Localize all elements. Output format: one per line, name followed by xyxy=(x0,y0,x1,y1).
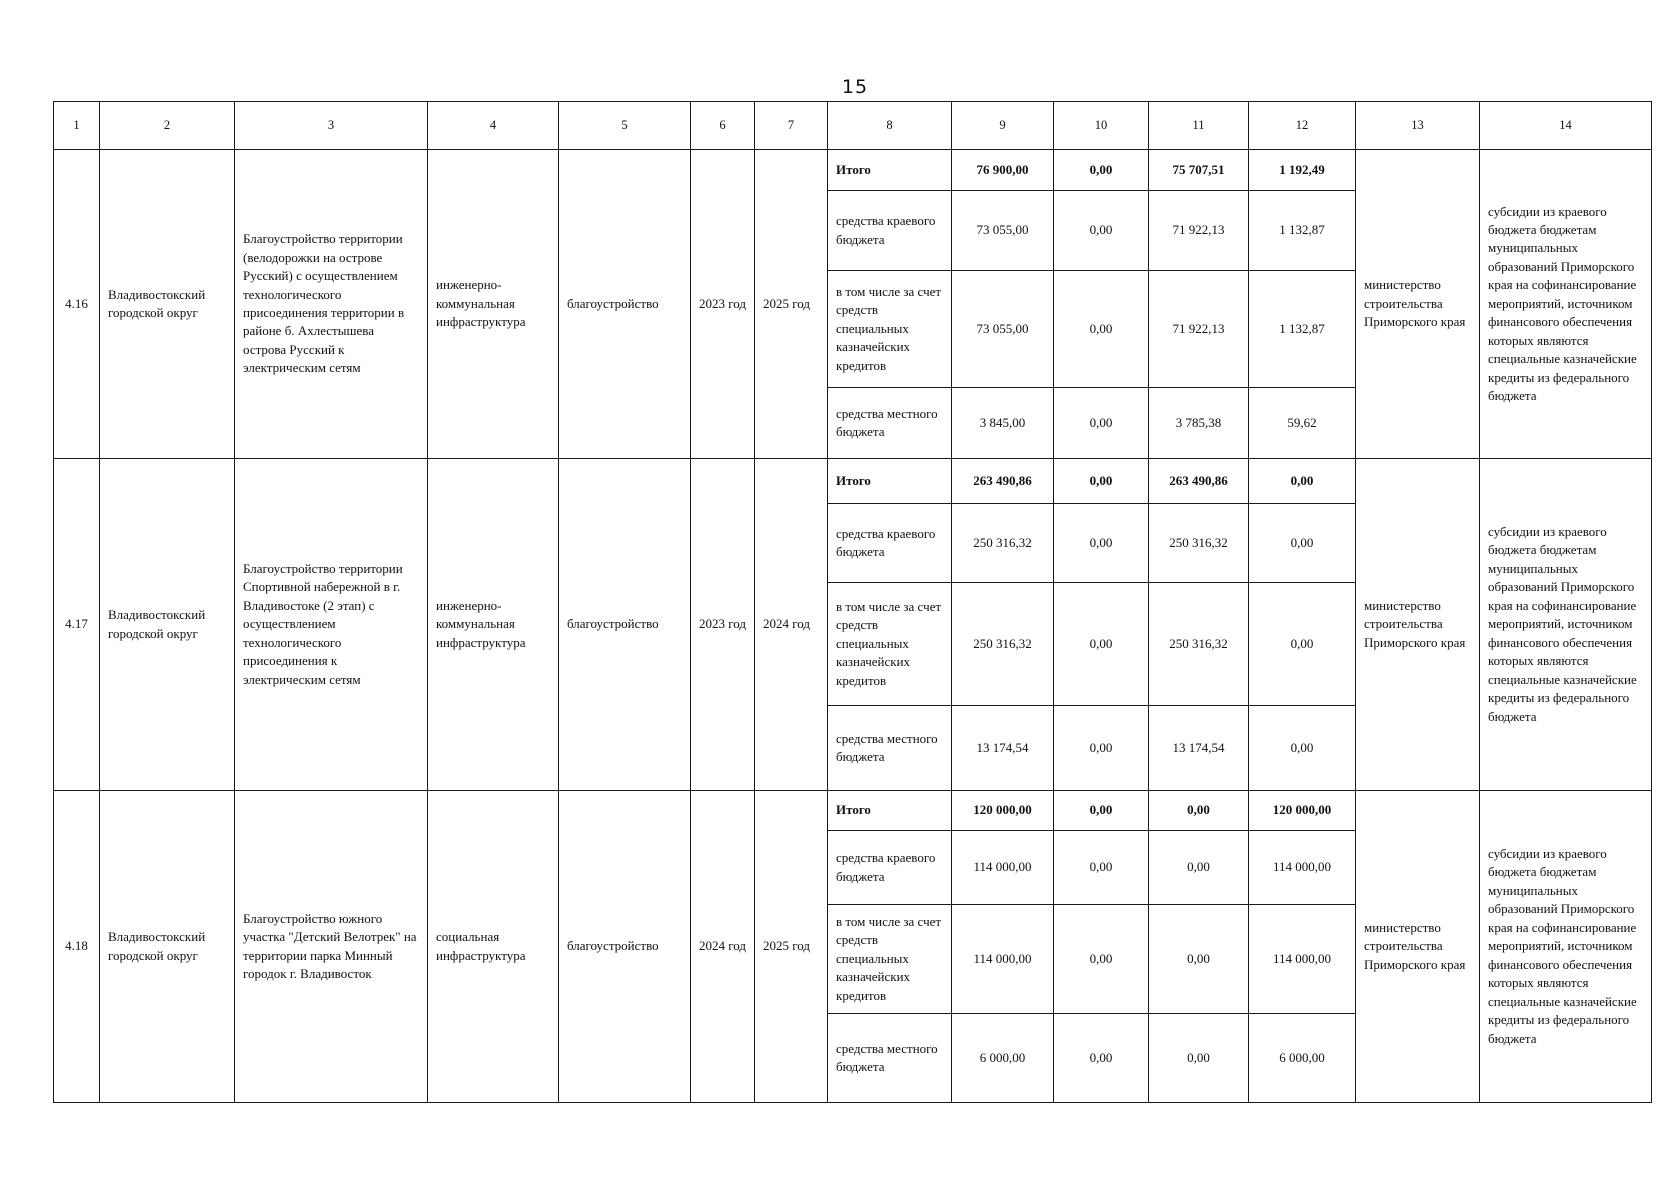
value-col-9: 6 000,00 xyxy=(952,1014,1054,1103)
column-header: 14 xyxy=(1480,102,1652,150)
value-col-12: 120 000,00 xyxy=(1249,791,1356,831)
value-col-12: 0,00 xyxy=(1249,583,1356,706)
sphere: благоустройство xyxy=(559,791,691,1103)
start-year: 2024 год xyxy=(691,791,755,1103)
infrastructure-type: социальная инфраструктура xyxy=(428,791,559,1103)
responsible-ministry: министерство строительства Приморского края xyxy=(1356,459,1480,791)
object-name: Благоустройство южного участка "Детский Велотрек" на территории парка Минный городок г. Владивосток xyxy=(235,791,428,1103)
value-col-9: 73 055,00 xyxy=(952,191,1054,271)
funding-note: субсидии из краевого бюджета бюджетам муниципальных образований Приморского края на софинансирование мероприятий, источником финансового обеспечения которых являются специальные казначейские кредиты из федерального бюджета xyxy=(1480,459,1652,791)
funding-source: Итого xyxy=(828,459,952,504)
value-col-10: 0,00 xyxy=(1054,831,1149,905)
value-col-10: 0,00 xyxy=(1054,150,1149,191)
item-number: 4.16 xyxy=(54,150,100,459)
column-header: 8 xyxy=(828,102,952,150)
value-col-11: 263 490,86 xyxy=(1149,459,1249,504)
funding-source: Итого xyxy=(828,791,952,831)
column-header: 5 xyxy=(559,102,691,150)
funding-note: субсидии из краевого бюджета бюджетам муниципальных образований Приморского края на софинансирование мероприятий, источником финансового обеспечения которых являются специальные казначейские кредиты из федерального бюджета xyxy=(1480,150,1652,459)
value-col-12: 1 192,49 xyxy=(1249,150,1356,191)
column-header: 7 xyxy=(755,102,828,150)
value-col-10: 0,00 xyxy=(1054,1014,1149,1103)
value-col-9: 114 000,00 xyxy=(952,831,1054,905)
funding-note: субсидии из краевого бюджета бюджетам муниципальных образований Приморского края на софинансирование мероприятий, источником финансового обеспечения которых являются специальные казначейские кредиты из федерального бюджета xyxy=(1480,791,1652,1103)
responsible-ministry: министерство строительства Приморского края xyxy=(1356,791,1480,1103)
item-number: 4.17 xyxy=(54,459,100,791)
value-col-11: 0,00 xyxy=(1149,831,1249,905)
value-col-10: 0,00 xyxy=(1054,388,1149,459)
column-header: 11 xyxy=(1149,102,1249,150)
column-header: 6 xyxy=(691,102,755,150)
funding-source: средства местного бюджета xyxy=(828,706,952,791)
value-col-12: 0,00 xyxy=(1249,459,1356,504)
infrastructure-type: инженерно-коммунальная инфраструктура xyxy=(428,459,559,791)
value-col-9: 263 490,86 xyxy=(952,459,1054,504)
value-col-11: 0,00 xyxy=(1149,905,1249,1014)
value-col-11: 250 316,32 xyxy=(1149,504,1249,583)
column-header: 4 xyxy=(428,102,559,150)
column-header: 9 xyxy=(952,102,1054,150)
value-col-10: 0,00 xyxy=(1054,504,1149,583)
value-col-10: 0,00 xyxy=(1054,459,1149,504)
value-col-10: 0,00 xyxy=(1054,191,1149,271)
municipality: Владивостокский городской округ xyxy=(100,150,235,459)
responsible-ministry: министерство строительства Приморского края xyxy=(1356,150,1480,459)
start-year: 2023 год xyxy=(691,150,755,459)
header-row xyxy=(54,102,1652,150)
page-number: 15 xyxy=(841,76,869,98)
funding-source: средства краевого бюджета xyxy=(828,504,952,583)
value-col-10: 0,00 xyxy=(1054,905,1149,1014)
value-col-12: 1 132,87 xyxy=(1249,191,1356,271)
item-number: 4.18 xyxy=(54,791,100,1103)
column-header: 2 xyxy=(100,102,235,150)
value-col-9: 114 000,00 xyxy=(952,905,1054,1014)
table-row xyxy=(54,150,1652,191)
value-col-9: 76 900,00 xyxy=(952,150,1054,191)
funding-source: в том числе за счет средств специальных казначейских кредитов xyxy=(828,271,952,388)
table-row xyxy=(54,459,1652,504)
value-col-11: 71 922,13 xyxy=(1149,271,1249,388)
program-table xyxy=(53,101,1652,1103)
start-year: 2023 год xyxy=(691,459,755,791)
end-year: 2025 год xyxy=(755,150,828,459)
funding-source: средства краевого бюджета xyxy=(828,831,952,905)
funding-source: в том числе за счет средств специальных казначейских кредитов xyxy=(828,905,952,1014)
column-header: 13 xyxy=(1356,102,1480,150)
value-col-11: 3 785,38 xyxy=(1149,388,1249,459)
value-col-12: 6 000,00 xyxy=(1249,1014,1356,1103)
column-header: 10 xyxy=(1054,102,1149,150)
value-col-12: 114 000,00 xyxy=(1249,831,1356,905)
value-col-11: 13 174,54 xyxy=(1149,706,1249,791)
funding-source: Итого xyxy=(828,150,952,191)
value-col-11: 75 707,51 xyxy=(1149,150,1249,191)
funding-source: в том числе за счет средств специальных казначейских кредитов xyxy=(828,583,952,706)
sphere: благоустройство xyxy=(559,459,691,791)
object-name: Благоустройство территории (велодорожки на острове Русский) с осуществлением технологического присоединения территории в районе б. Ахлестышева острова Русский к электрическим сетям xyxy=(235,150,428,459)
value-col-11: 0,00 xyxy=(1149,1014,1249,1103)
column-header: 1 xyxy=(54,102,100,150)
value-col-11: 71 922,13 xyxy=(1149,191,1249,271)
value-col-10: 0,00 xyxy=(1054,706,1149,791)
value-col-10: 0,00 xyxy=(1054,583,1149,706)
municipality: Владивостокский городской округ xyxy=(100,791,235,1103)
funding-source: средства местного бюджета xyxy=(828,388,952,459)
value-col-9: 13 174,54 xyxy=(952,706,1054,791)
value-col-9: 250 316,32 xyxy=(952,583,1054,706)
value-col-9: 250 316,32 xyxy=(952,504,1054,583)
value-col-12: 0,00 xyxy=(1249,504,1356,583)
object-name: Благоустройство территории Спортивной набережной в г. Владивостоке (2 этап) с осуществлением технологического присоединения к электрическим сетям xyxy=(235,459,428,791)
funding-source: средства краевого бюджета xyxy=(828,191,952,271)
value-col-10: 0,00 xyxy=(1054,271,1149,388)
value-col-12: 0,00 xyxy=(1249,706,1356,791)
value-col-10: 0,00 xyxy=(1054,791,1149,831)
value-col-11: 0,00 xyxy=(1149,791,1249,831)
value-col-12: 59,62 xyxy=(1249,388,1356,459)
column-header: 3 xyxy=(235,102,428,150)
end-year: 2025 год xyxy=(755,791,828,1103)
value-col-9: 73 055,00 xyxy=(952,271,1054,388)
infrastructure-type: инженерно-коммунальная инфраструктура xyxy=(428,150,559,459)
value-col-9: 120 000,00 xyxy=(952,791,1054,831)
value-col-12: 1 132,87 xyxy=(1249,271,1356,388)
column-header: 12 xyxy=(1249,102,1356,150)
municipality: Владивостокский городской округ xyxy=(100,459,235,791)
value-col-9: 3 845,00 xyxy=(952,388,1054,459)
value-col-11: 250 316,32 xyxy=(1149,583,1249,706)
end-year: 2024 год xyxy=(755,459,828,791)
funding-source: средства местного бюджета xyxy=(828,1014,952,1103)
table-row xyxy=(54,791,1652,831)
sphere: благоустройство xyxy=(559,150,691,459)
value-col-12: 114 000,00 xyxy=(1249,905,1356,1014)
